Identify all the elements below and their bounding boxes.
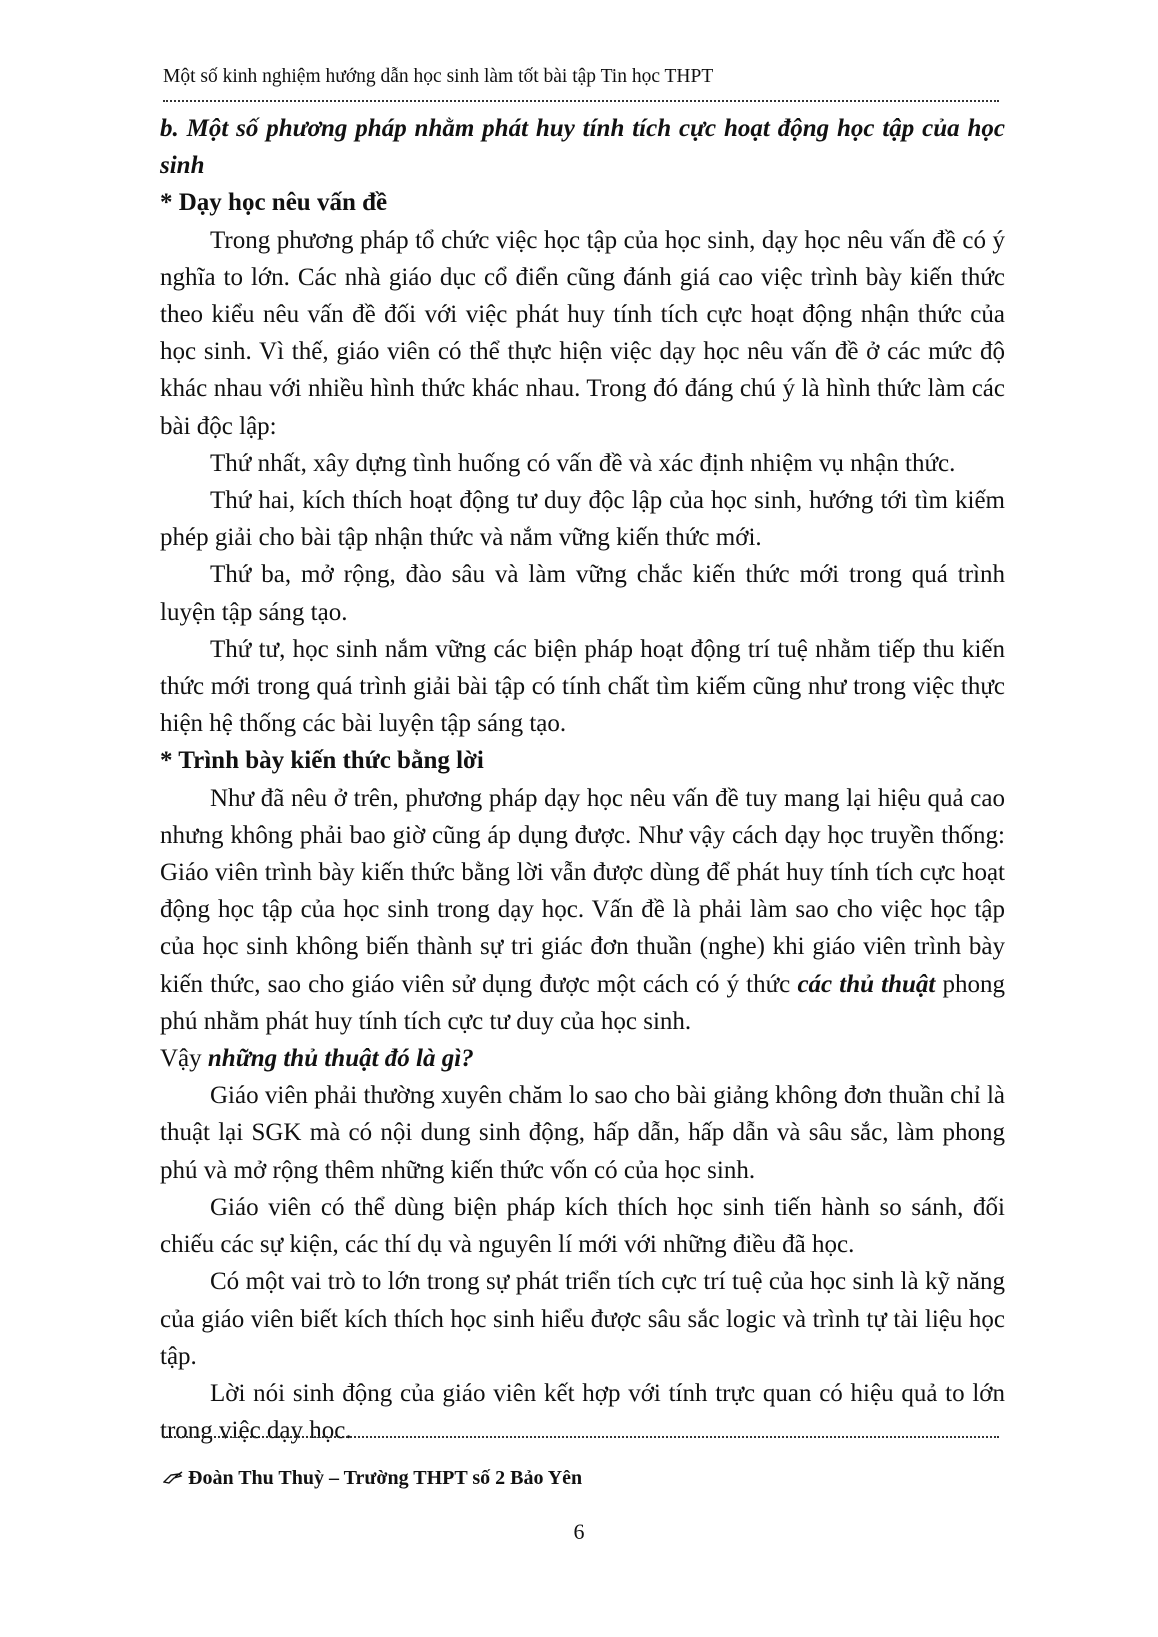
footer-divider [163, 1436, 999, 1438]
paragraph: Trong phương pháp tổ chức việc học tập của học sinh, dạy học nêu vấn đề có ý nghĩa to lớn. Các nhà giáo dục cổ điển cũng đánh giá cao việc trình bày kiến thức theo kiểu nêu vấn đề đối với việc phát huy tính tích cực hoạt động nhận thức của học sinh. Vì thế, giáo viên có thể thực hiện việc dạy học nêu vấn đề ở các mức độ khác nhau với nhiều hình thức khác nhau. Trong đó đáng chú ý là hình thức làm các bài độc lập: [160, 226, 1005, 440]
paragraph: Giáo viên phải thường xuyên chăm lo sao cho bài giảng không đơn thuần chỉ là thuật lại SGK mà có nội dung sinh động, hấp dẫn, hấp dẫn và sâu sắc, làm phong phú và mở rộng thêm những kiến thức vốn có của học sinh. [160, 1082, 1005, 1184]
header-divider [163, 100, 999, 102]
footer [163, 1467, 582, 1490]
question-line [160, 1040, 1005, 1077]
paragraph: Thứ ba, mở rộng, đào sâu và làm vững chắc kiến thức mới trong quá trình luyện tập sáng tạo. [160, 561, 1005, 626]
running-header: Một số kinh nghiệm hướng dẫn học sinh làm tốt bài tập Tin học THPT [163, 66, 714, 87]
subsection-heading: * Trình bày kiến thức bằng lời [160, 747, 484, 775]
section-heading: b. Một số phương pháp nhằm phát huy tính tích cực hoạt động học tập của học sinh [160, 115, 1005, 180]
footer-author: Đoàn Thu Thuỳ – Trường THPT số 2 Bảo Yên [188, 1467, 583, 1489]
emphasis-text: các thủ thuật [797, 970, 936, 998]
paragraph: Lời nói sinh động của giáo viên kết hợp với tính trực quan có hiệu quả to lớn trong việc dạy học. [160, 1379, 1005, 1445]
page-number: 6 [573, 1519, 585, 1544]
paragraph: Thứ tư, học sinh nắm vững các biện pháp hoạt động trí tuệ nhằm tiếp thu kiến thức mới trong quá trình giải bài tập có tính chất tìm kiếm cũng như trong việc thực hiện hệ thống các bài luyện tập sáng tạo. [160, 635, 1005, 738]
paragraph-text: Như đã nêu ở trên, phương pháp dạy học nêu vấn đề tuy mang lại hiệu quả cao nhưng không phải bao giờ cũng áp dụng được. Như vậy cách dạy học truyền thống: Giáo viên trình bày kiến thức bằng lời vẫn được dùng để phát huy tính tích cực hoạt động học tập của học sinh trong dạy học. Vấn đề là phải làm sao cho việc học tập của học sinh không biến thành sự tri giác đơn thuần (nghe) khi giáo viên trình bày kiến thức, sao cho giáo viên sử dụng được một cách có ý thức [160, 784, 1005, 998]
page-body [160, 110, 1005, 1449]
paragraph: Thứ nhất, xây dựng tình huống có vấn đề và xác định nhiệm vụ nhận thức. [210, 449, 956, 477]
paragraph: Thứ hai, kích thích hoạt động tư duy độc lập của học sinh, hướng tới tìm kiếm phép giải cho bài tập nhận thức và nắm vững kiến thức mới. [160, 487, 1005, 552]
paragraph-text: phong phú nhằm phát huy tính tích cực tư duy của học sinh. [160, 970, 1006, 1035]
paragraph: Giáo viên có thể dùng biện pháp kích thích học sinh tiến hành so sánh, đối chiếu các sự kiện, các thí dụ và nguyên lí mới với những điều đã học. [160, 1193, 1005, 1259]
paragraph [160, 780, 1005, 1040]
hand-writing-icon [163, 1471, 183, 1485]
emphasis-text: những thủ thuật đó là gì? [207, 1045, 474, 1073]
question-prefix: Vậy [160, 1045, 202, 1073]
subsection-heading: * Dạy học nêu vấn đề [160, 189, 388, 217]
paragraph: Có một vai trò to lớn trong sự phát triển tích cực trí tuệ của học sinh là kỹ năng của giáo viên biết kích thích học sinh hiểu được sâu sắc logic và trình tự tài liệu học tập. [160, 1268, 1005, 1370]
